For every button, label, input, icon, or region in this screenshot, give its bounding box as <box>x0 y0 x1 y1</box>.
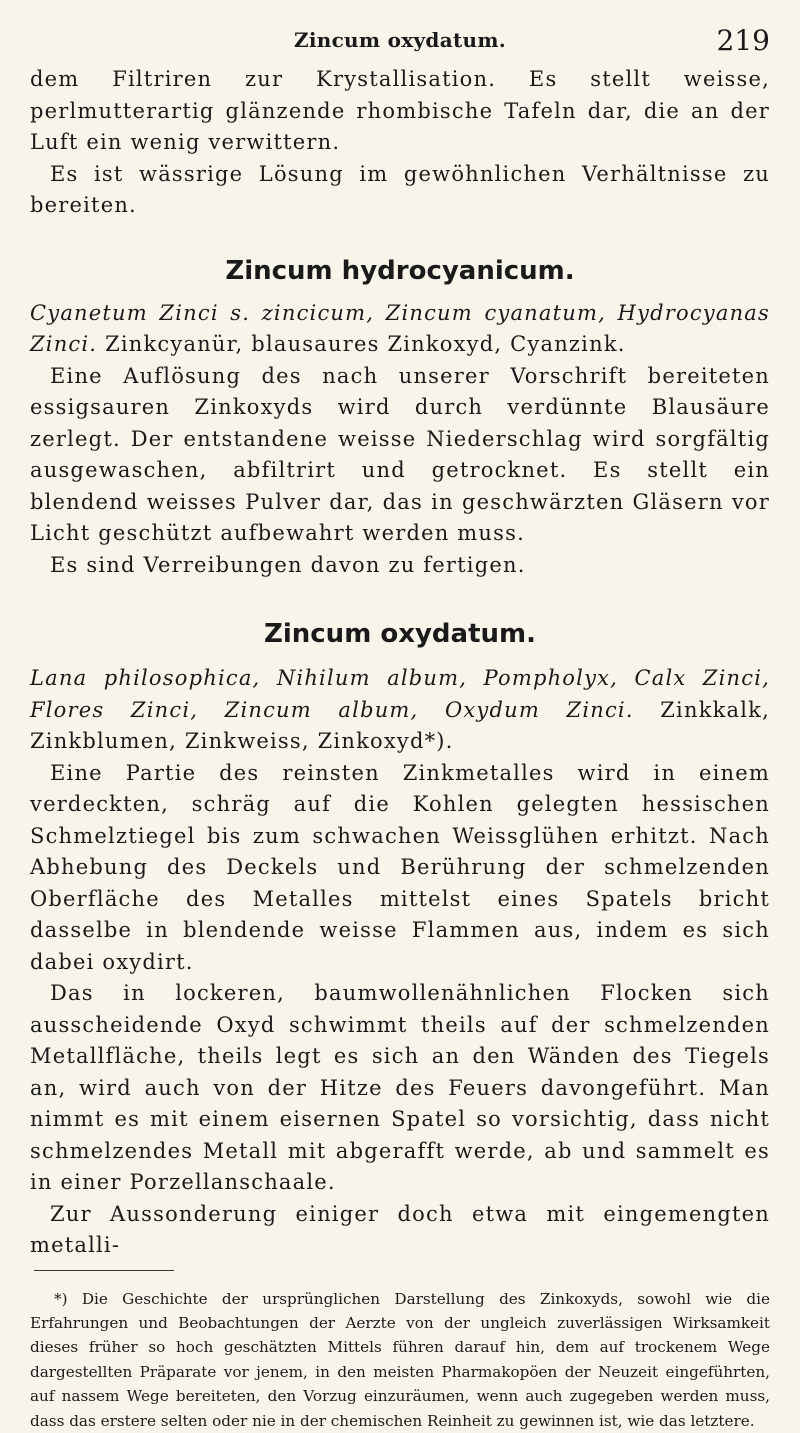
synonyms-zincum-oxydatum <box>30 663 770 758</box>
footnote-divider <box>34 1270 174 1271</box>
paragraph: Eine Auflösung des nach unserer Vorschrift bereiteten essigsauren Zinkoxyds wird durch verdünnte Blausäure zerlegt. Der entstandene weisse Niederschlag wird sorgfältig ausgewaschen, abfiltrirt und getrocknet. Es stellt ein blendend weisses Pulver dar, das in geschwärzten Gläsern vor Licht geschützt aufbewahrt werden muss. <box>30 363 770 545</box>
paragraph: Eine Partie des reinsten Zinkmetalles wird in einem verdeckten, schräg auf die Kohlen gelegten hessischen Schmelztiegel bis zum schwachen Weissglühen erhitzt. Nach Abhebung des Deckels und Berührung der schmelzenden Oberfläche des Metalles mittelst eines Spatels bricht dasselbe in blendende weisse Flammen aus, indem es sich dabei oxydirt. <box>30 760 770 974</box>
footnote: *) Die Geschichte der ursprünglichen Darstellung des Zinkoxyds, sowohl wie die Erfahrungen und Beobachtungen der Aerzte von der ungleich zuverlässigen Wirksamkeit dieses früher so hoch geschätzten Mittels führen darauf hin, dem auf trockenem Wege dargestellten Präparate vor jenem, in den meisten Pharmakopöen der Neuzeit eingeführten, auf nassem Wege bereiteten, den Vorzug einzuräumen, wenn auch zugegeben werden muss, dass das erstere selten oder nie in der chemischen Reinheit zu gewinnen ist, wie das letztere. <box>30 1289 770 1430</box>
paragraph-continuation: dem Filtriren zur Krystallisation. Es stellt weisse, perlmutterartig glänzende rhombische Tafeln dar, die an der Luft ein wenig verwittern. <box>30 67 770 154</box>
page-number: 219 <box>716 24 770 57</box>
running-title: Zincum oxydatum. <box>293 28 507 52</box>
book-page <box>30 24 770 1433</box>
synonyms-zincum-hydrocyanicum <box>30 298 770 361</box>
synonyms-latin: Lana philosophica, Nihilum album, Pompholyx, Calx Zinci, Flores Zinci, Zincum album, Oxydum Zinci. <box>30 666 770 722</box>
synonyms-german: Zinkcyanür, blausaures Zinkoxyd, Cyanzink. <box>97 332 626 356</box>
section-heading-zincum-hydrocyanicum: Zincum hydrocyanicum. <box>225 255 575 286</box>
paragraph: Das in lockeren, baumwollenähnlichen Flocken sich ausscheidende Oxyd schwimmt theils auf der schmelzenden Metallfläche, theils legt es sich an den Wänden des Tiegels an, wird auch von der Hitze des Feuers davongeführt. Man nimmt es mit einem eisernen Spatel so vorsichtig, dass nicht schmelzendes Metall mit abgerafft werde, ab und sammelt es in einer Porzellanschaale. <box>30 981 770 1194</box>
synonyms-german: Zinkkalk, Zinkblumen, Zinkweiss, Zinkoxyd*). <box>30 697 770 753</box>
synonyms-latin: Cyanetum Zinci s. zincicum, Zincum cyanatum, Hydrocyanas Zinci. <box>30 300 770 356</box>
section-heading-zincum-oxydatum: Zincum oxydatum. <box>264 619 536 649</box>
paragraph: Zur Aussonderung einiger doch etwa mit eingemengten metalli- <box>30 1201 770 1257</box>
running-head <box>30 24 770 64</box>
paragraph-solution: Es ist wässrige Lösung im gewöhnlichen Verhältnisse zu bereiten. <box>30 161 770 217</box>
paragraph: Es sind Verreibungen davon zu fertigen. <box>50 552 526 577</box>
